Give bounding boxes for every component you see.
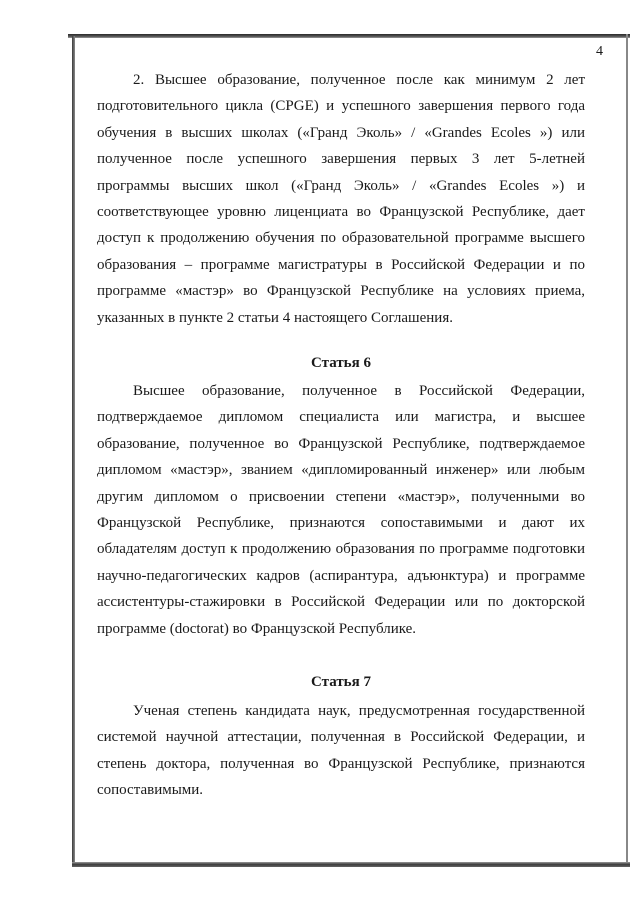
article-6-text: Высшее образование, полученное в Российской Федерации, подтверждаемое дипломом специалиста или магистра, и высшее образование, полученное во Французской Республике, подтверждаемое дипломом «мастэр», званием «дипломированный инженер» или любым другим дипломом о присвоении степени «мастэр», полученными во Французской Республике, признаются сопоставимыми и дают их обладателям доступ к продолжению образования по программе подготовки научно-педагогических кадров (аспирантура, адъюнктура) и программе ассистентуры-стажировки в Российской Федерации или по докторской программе (doctorat) во Французской Республике. — [97, 383, 585, 637]
page-border-top — [68, 34, 630, 38]
page-border-left — [72, 36, 75, 866]
paragraph-article-5-item-2: 2. Высшее образование, полученное после как минимум 2 лет подготовительного цикла (CPGE) и успешного завершения первого года обучения в высших школах («Гранд Эколь» / «Grandes Ecoles ») или полученное после успешного завершения первых 3 лет 5-летней программы высших школ («Гранд Эколь» / «Grandes Ecoles ») и соответствующее уровню лиценциата во Французской Республике, дает доступ к продолжению обучения по образовательной программе высшего образования – программе магистратуры в Российской Федерации и по программе «мастэр» во Французской Республике на условиях приема, указанных в пункте 2 статьи 4 настоящего Соглашения. — [97, 72, 585, 326]
article-7-heading: Статья 7 — [311, 674, 371, 690]
page-number: 4 — [596, 44, 603, 59]
article-6-heading: Статья 6 — [311, 355, 371, 371]
page-border-bottom — [72, 862, 630, 867]
article-7-text: Ученая степень кандидата наук, предусмотренная государственной системой научной аттестации, полученная в Российской Федерации, и степень доктора, полученная во Французской Республике, признаются сопоставимыми. — [97, 703, 585, 799]
page-border-right — [626, 34, 628, 867]
